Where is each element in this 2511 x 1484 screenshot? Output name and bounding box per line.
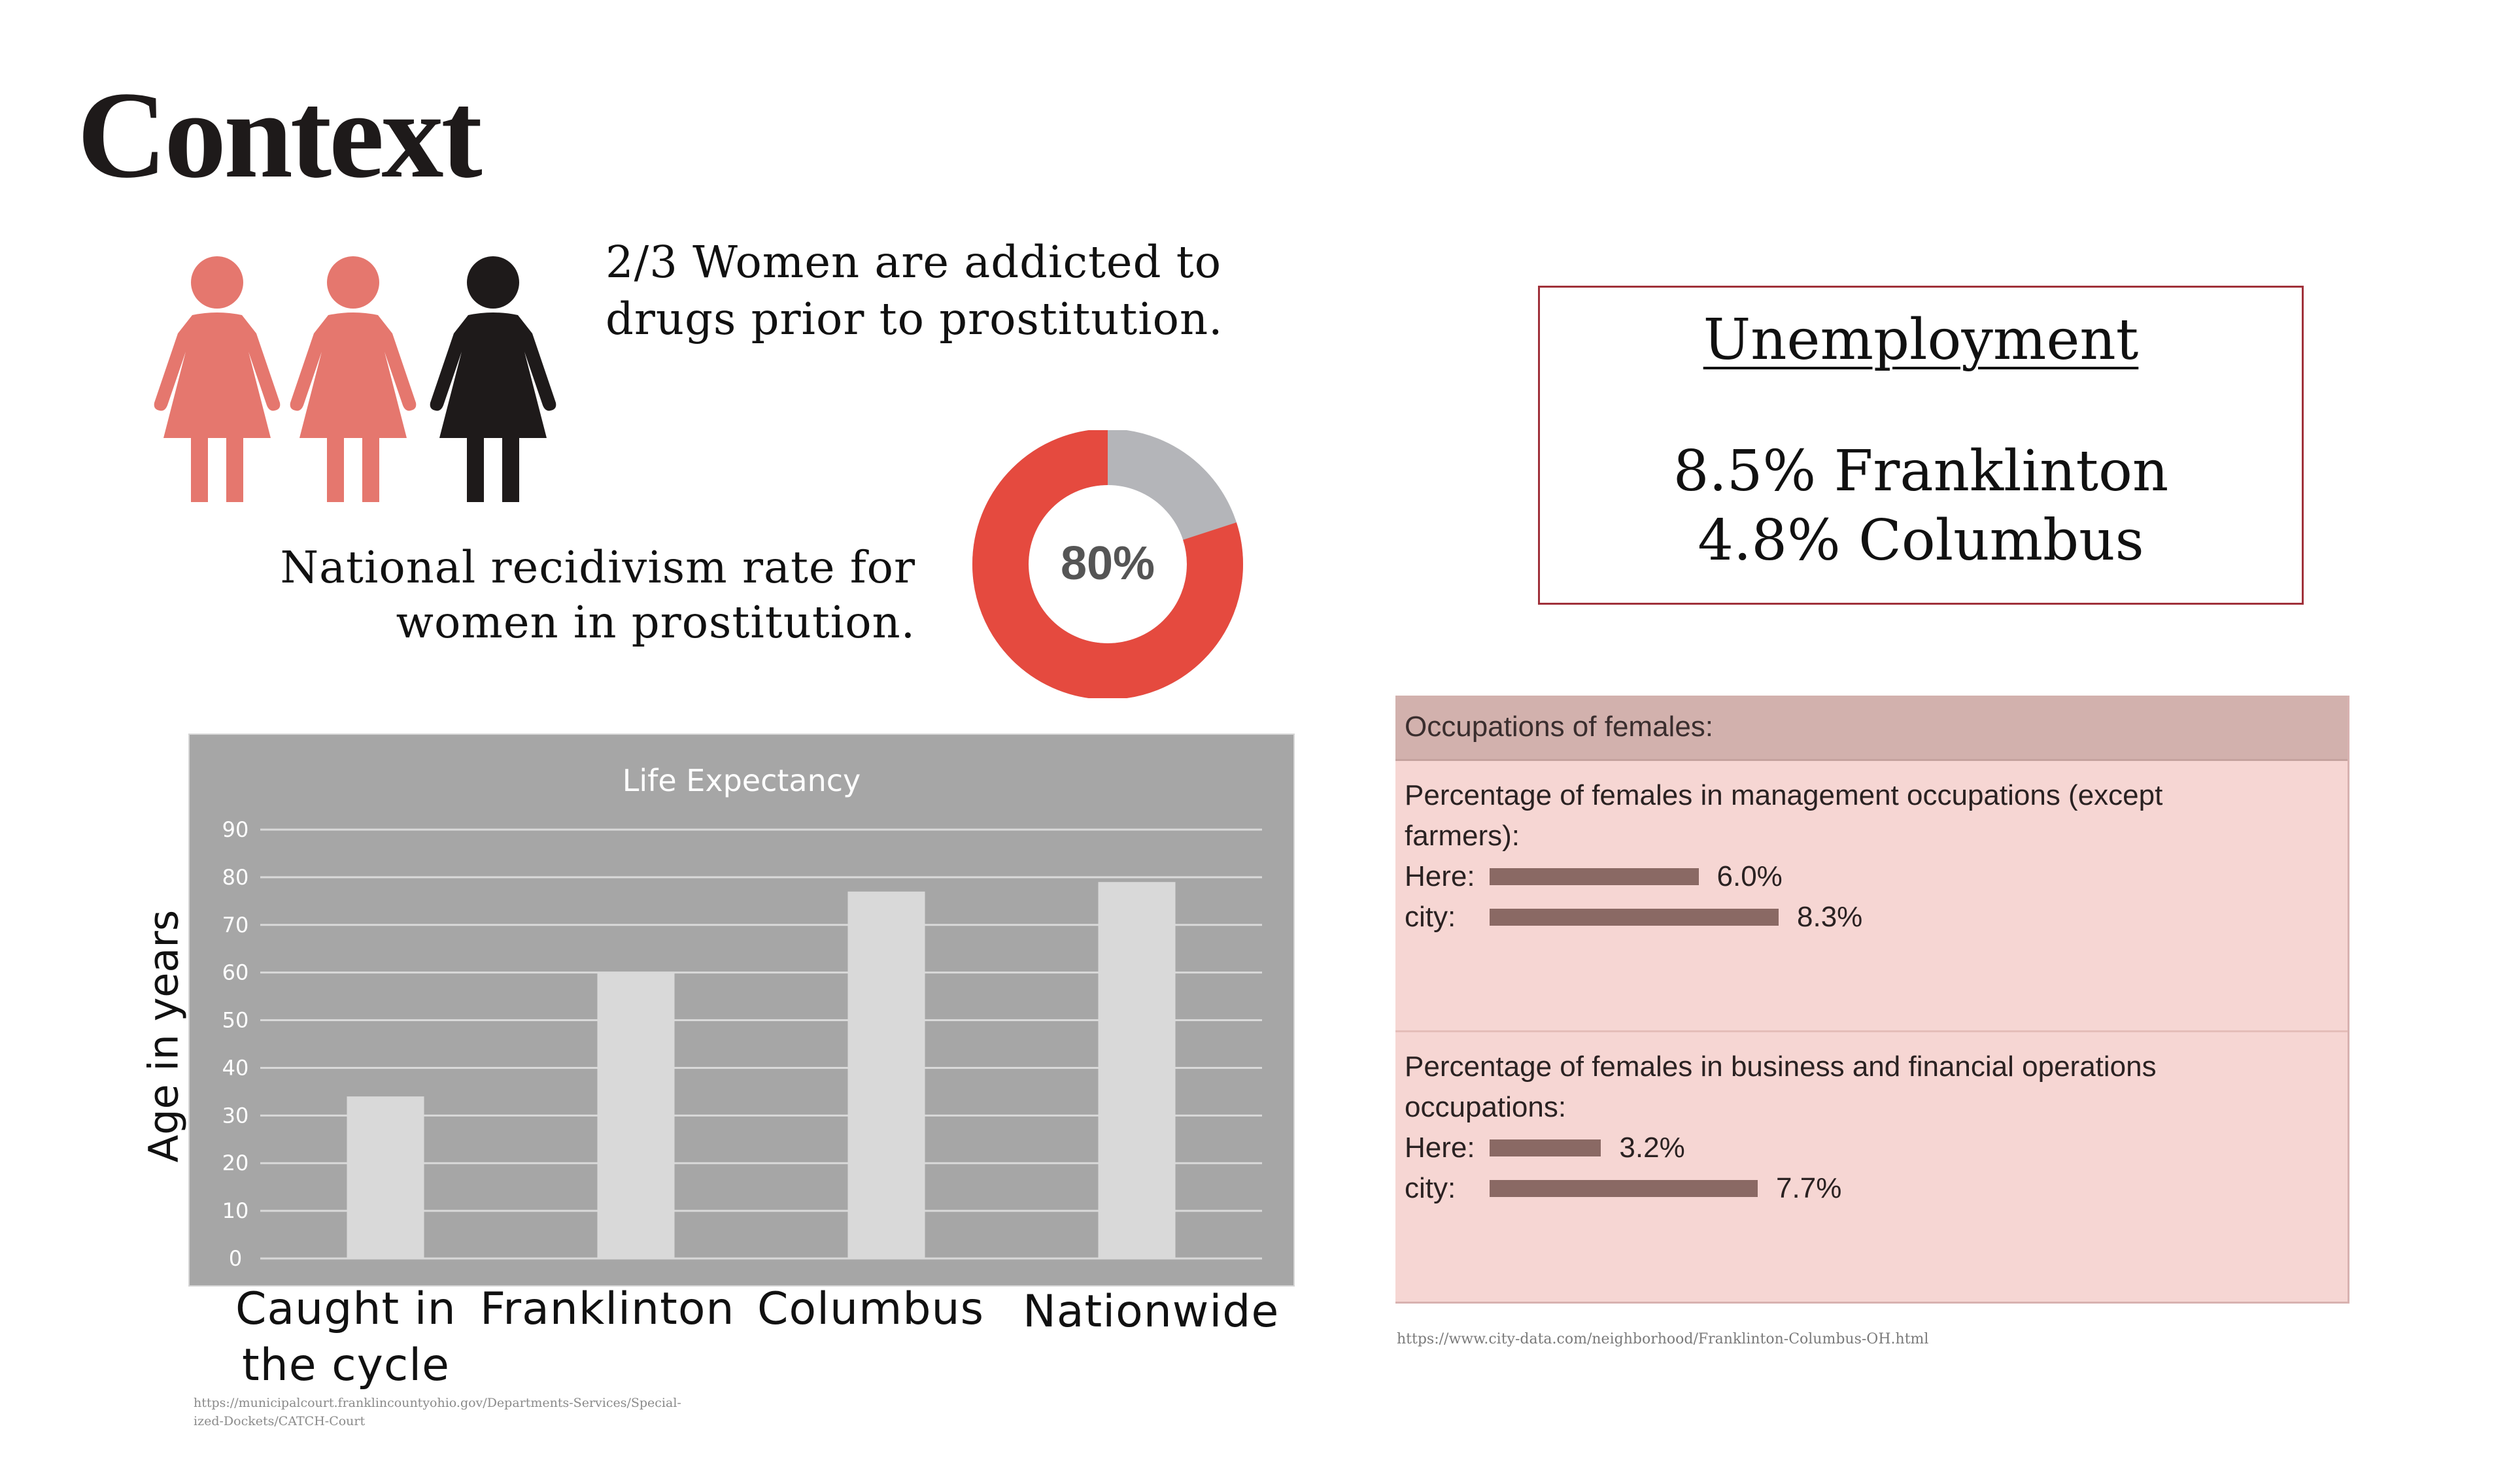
occupation-bar [1490,1180,1758,1197]
life-expectancy-bar [598,973,675,1258]
y-tick-label: 30 [222,1103,249,1128]
source-line: ized-Dockets/CATCH-Court [194,1414,366,1428]
woman-icon [430,256,556,502]
occupation-heading-line: Percentage of females in business and financial operations [1405,1051,2157,1083]
y-tick-label: 40 [222,1055,249,1081]
source-line: https://municipalcourt.franklincountyohio.gov/Departments-Services/Special- [194,1396,681,1410]
category-label-line: the cycle [242,1340,450,1391]
occupation-row [1405,897,2338,937]
row-value: 6.0% [1717,860,1783,892]
y-tick-label: 10 [222,1198,249,1224]
donut-label: 80% [1060,537,1155,590]
category-label-line: Caught in [235,1283,456,1335]
occupation-row [1405,1128,2338,1168]
occupation-heading-line: farmers): [1405,820,1520,852]
recidivism-line: women in prostitution. [396,597,915,648]
recidivism-statement [190,540,915,650]
row-label: Here: [1405,1132,1475,1164]
occupation-heading [1405,775,2268,856]
addiction-line: drugs prior to prostitution. [606,294,1223,345]
y-tick-label: 80 [222,864,249,890]
row-label: Here: [1405,860,1475,892]
life-expectancy-chart [188,734,1295,1287]
source-citation-right: https://www.city-data.com/neighborhood/Franklinton-Columbus-OH.html [1397,1331,1929,1347]
unemployment-title: Unemployment [1703,307,2139,373]
occupation-heading-line: occupations: [1405,1091,1567,1123]
chart-title: Life Expectancy [622,763,861,798]
y-tick-label: 60 [222,960,249,985]
life-expectancy-bar [848,892,925,1258]
source-citation-left [194,1394,743,1430]
y-tick-label: 20 [222,1151,249,1176]
page-title: Context [77,67,480,204]
y-tick-label: 90 [222,817,249,842]
women-pictogram [145,255,577,503]
occupation-bar [1490,868,1699,885]
occupation-heading [1405,1047,2268,1128]
row-value: 8.3% [1797,901,1863,933]
occupation-bar [1490,909,1779,926]
occupations-header: Occupations of females: [1395,696,2348,761]
row-label: city: [1405,901,1456,933]
occupation-bar [1490,1139,1601,1156]
occupation-section [1395,761,2348,1030]
row-value: 3.2% [1619,1132,1685,1164]
life-expectancy-bar [347,1096,424,1258]
y-tick-label: 50 [222,1007,249,1033]
woman-icon [154,256,281,502]
unemployment-box [1538,286,2304,605]
unemployment-franklinton: 8.5% Franklinton [1673,439,2169,504]
chart-category-label: Franklinton [480,1283,735,1335]
chart-y-axis-label: Age in years [139,909,188,1163]
addiction-line: 2/3 Women are addicted to [606,237,1222,288]
row-label: city: [1405,1172,1456,1204]
life-expectancy-bar [1099,882,1176,1258]
y-tick-label: 70 [222,912,249,937]
occupations-panel [1395,696,2349,1304]
chart-category-label [235,1281,484,1394]
y-tick-label: 0 [228,1246,243,1271]
chart-category-label: Nationwide [1023,1286,1280,1338]
row-value: 7.7% [1776,1172,1842,1204]
recidivism-line: National recidivism rate for [280,542,915,593]
occupation-heading-line: Percentage of females in management occupations (except [1405,779,2163,811]
unemployment-columbus: 4.8% Columbus [1698,508,2144,573]
chart-category-label: Columbus [757,1283,985,1335]
occupation-section [1395,1030,2348,1302]
occupation-row [1405,1168,2338,1209]
addiction-statement [606,234,1312,348]
recidivism-donut [964,430,1252,698]
woman-icon [290,256,417,502]
occupation-row [1405,856,2338,897]
